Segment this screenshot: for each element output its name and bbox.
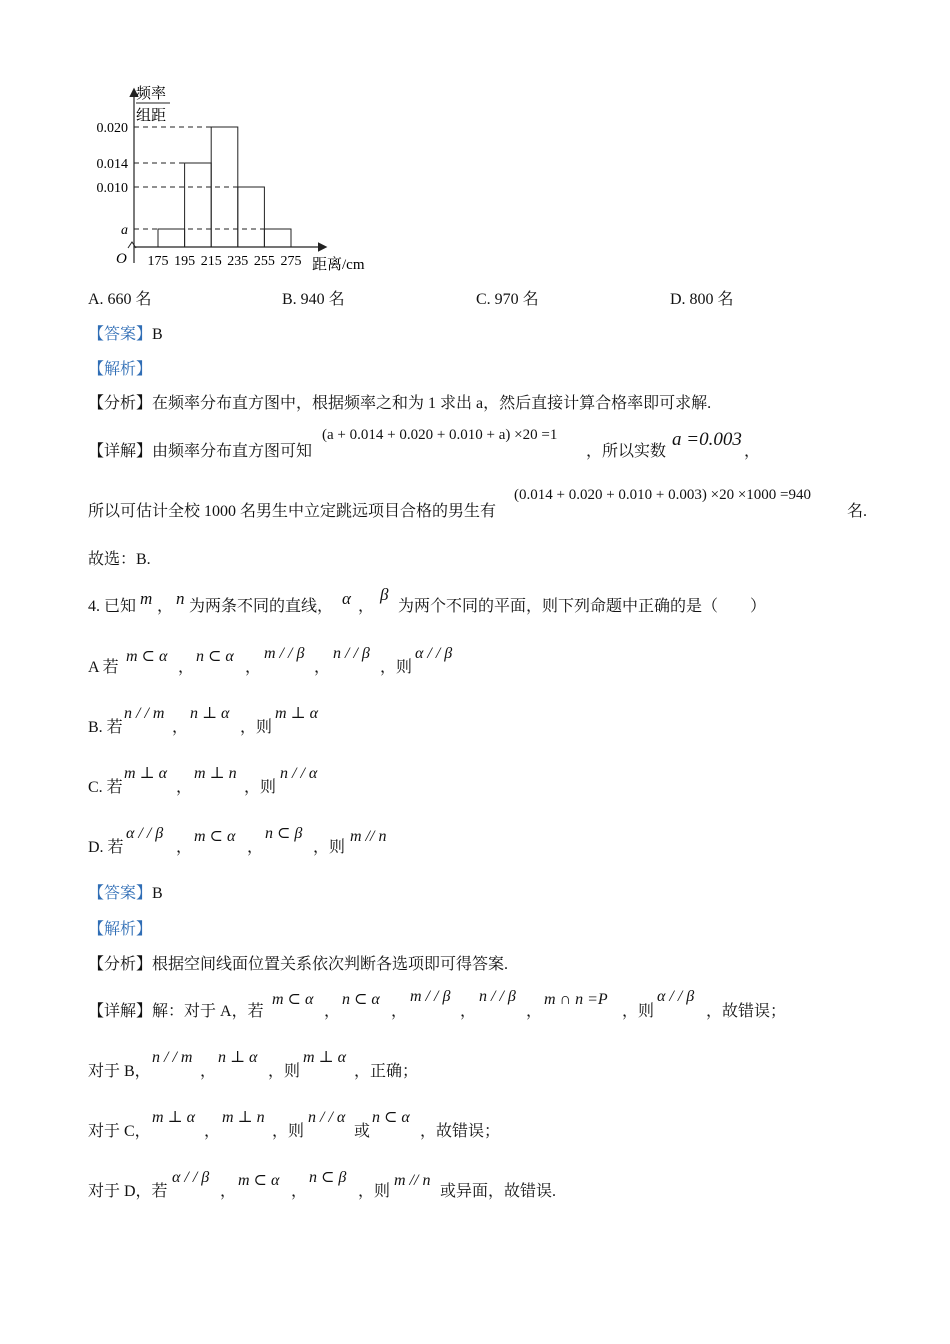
comma: ， <box>744 443 761 460</box>
math-expr: m ⊥ α <box>303 1049 346 1066</box>
verdict-text: ，故错误； <box>706 1003 787 1020</box>
q3-conclusion: 故选：B. <box>88 551 151 568</box>
then-text: ，则 <box>268 1063 301 1080</box>
math-expr: m // n <box>350 828 387 845</box>
math-expr: α / / β <box>415 645 453 662</box>
math-expr: m / / β <box>264 645 305 662</box>
comma: ， <box>526 1003 543 1020</box>
verdict-text: ，故错误； <box>420 1123 501 1140</box>
comma: ， <box>172 719 189 736</box>
x-tick-label: 175 <box>147 254 169 269</box>
q4-option-b-label: B. 若 <box>88 719 123 736</box>
x-axis-label: 距离/cm <box>312 257 365 273</box>
comma: ， <box>391 1003 408 1020</box>
axis-break <box>128 242 136 248</box>
math-expr: n / / β <box>333 645 370 662</box>
math-expr: α / / β <box>172 1169 210 1186</box>
origin-label: O <box>116 251 127 267</box>
then-text: ，则 <box>240 719 273 736</box>
math-expr: n / / β <box>479 988 516 1005</box>
math-expr: n ⊂ α <box>372 1109 410 1126</box>
comma: ， <box>245 659 262 676</box>
x-tick-label: 275 <box>280 254 302 269</box>
unit-ming: 名. <box>847 503 868 520</box>
var-n: n <box>176 589 185 608</box>
then-text: ，则 <box>358 1183 391 1200</box>
verdict-text: 或异面，故错误. <box>440 1183 557 1200</box>
fenxi-text: 根据空间线面位置关系依次判断各选项即可得答案. <box>152 956 509 973</box>
answer-value: B <box>152 326 163 343</box>
then-text: ，则 <box>272 1123 305 1140</box>
q4-stem-mid: 为两条不同的直线， <box>189 598 334 615</box>
q3-detail-line1 <box>88 444 312 460</box>
x-tick-label: 255 <box>253 254 275 269</box>
math-expr: n ⊂ β <box>265 825 303 842</box>
math-expr: n / / α <box>308 1109 346 1126</box>
q4-detail-a <box>88 1004 264 1020</box>
x-tick-label: 235 <box>227 254 249 269</box>
q4-fenxi <box>88 957 508 973</box>
comma: ， <box>178 659 195 676</box>
math-expr: m ⊂ α <box>238 1172 280 1189</box>
q4-option-d-label: D. 若 <box>88 839 124 856</box>
option-b: B. 940 名 <box>282 291 345 308</box>
then-text: ，则 <box>622 1003 655 1020</box>
var-m: m <box>140 589 153 608</box>
math-expr: n ⊂ α <box>342 991 380 1008</box>
y-label-bottom: 组距 <box>136 108 167 124</box>
math-expr: m ⊥ α <box>152 1109 195 1126</box>
comma: ， <box>220 1183 237 1200</box>
q4-detail-b: 对于 B， <box>88 1063 151 1080</box>
verdict-text: ，正确； <box>354 1063 419 1080</box>
math-expr: m ⊥ α <box>275 705 318 722</box>
or-text: 或 <box>354 1123 371 1140</box>
math-expr: n / / α <box>280 765 318 782</box>
q3-answer <box>88 327 163 343</box>
comma: ， <box>157 598 174 615</box>
math-expr: m ⊥ n <box>222 1109 265 1126</box>
option-d: D. 800 名 <box>670 291 734 308</box>
equation-a: a =0.003 <box>672 429 742 450</box>
math-expr: n ⊥ α <box>218 1049 258 1066</box>
y-label-top: 频率 <box>136 86 167 102</box>
math-expr: m ⊂ α <box>194 828 236 845</box>
q4-stem-end: 为两个不同的平面，则下列命题中正确的是（ ） <box>398 598 767 615</box>
histogram-bar <box>238 187 265 247</box>
fenxi-tag: 【分析】 <box>88 956 153 973</box>
math-expr: n / / m <box>124 705 165 722</box>
detail-text: 解：对于 A，若 <box>152 1003 264 1020</box>
math-expr: n / / m <box>152 1049 193 1066</box>
comma: ， <box>247 839 264 856</box>
math-expr: n ⊥ α <box>190 705 230 722</box>
detail-text-2: ，所以实数 <box>586 443 667 460</box>
comma: ， <box>176 839 193 856</box>
x-tick-label: 195 <box>174 254 196 269</box>
then-text: ，则 <box>380 659 413 676</box>
q4-detail-d: 对于 D，若 <box>88 1183 168 1200</box>
comma: ， <box>358 598 375 615</box>
answer-tag: 【答案】 <box>88 326 153 343</box>
math-expr: m ⊂ α <box>272 991 314 1008</box>
comma: ， <box>291 1183 308 1200</box>
y-tick-label: 0.014 <box>96 157 128 172</box>
math-expr: m ∩ n =P <box>544 991 608 1008</box>
histogram-bar <box>264 229 291 247</box>
equation-sum: (a + 0.014 + 0.020 + 0.010 + a) ×20 =1 <box>322 427 558 443</box>
comma: ， <box>324 1003 341 1020</box>
math-expr: α / / β <box>126 825 164 842</box>
math-expr: α / / β <box>657 988 695 1005</box>
fenxi-tag: 【分析】 <box>88 395 153 412</box>
q3-fenxi <box>88 396 711 412</box>
q4-detail-c: 对于 C， <box>88 1123 151 1140</box>
detail-text: 由频率分布直方图可知 <box>152 443 313 460</box>
q4-stem-prefix: 4. 已知 <box>88 598 137 615</box>
comma: ， <box>460 1003 477 1020</box>
comma: ， <box>200 1063 217 1080</box>
math-expr: n ⊂ α <box>196 648 234 665</box>
comma: ， <box>204 1123 221 1140</box>
detail-tag: 【详解】 <box>88 1003 153 1020</box>
math-expr: m ⊥ α <box>124 765 167 782</box>
math-expr: m ⊥ n <box>194 765 237 782</box>
math-expr: m / / β <box>410 988 451 1005</box>
then-text: ，则 <box>313 839 346 856</box>
comma: ， <box>176 779 193 796</box>
option-a: A. 660 名 <box>88 291 152 308</box>
comma: ， <box>314 659 331 676</box>
option-c: C. 970 名 <box>476 291 539 308</box>
histogram-bar <box>158 229 185 247</box>
then-text: ，则 <box>244 779 277 796</box>
detail-tag: 【详解】 <box>88 443 153 460</box>
q4-option-c-label: C. 若 <box>88 779 123 796</box>
histogram-bar <box>185 163 212 247</box>
q3-jiexi: 【解析】 <box>88 361 153 378</box>
math-expr: m ⊂ α <box>126 648 168 665</box>
math-expr: m // n <box>394 1172 431 1189</box>
answer-tag: 【答案】 <box>88 885 153 902</box>
fenxi-text: 在频率分布直方图中，根据频率之和为 1 求出 a，然后直接计算合格率即可求解. <box>152 395 712 412</box>
var-alpha: α <box>342 589 351 608</box>
y-tick-label: 0.020 <box>96 121 128 136</box>
histogram <box>80 84 380 274</box>
y-tick-label: 0.010 <box>96 181 128 196</box>
q4-answer <box>88 886 163 902</box>
q4-jiexi: 【解析】 <box>88 921 153 938</box>
var-beta: β <box>380 585 389 604</box>
q4-option-a-label: A 若 <box>88 659 119 676</box>
equation-qualified: (0.014 + 0.020 + 0.010 + 0.003) ×20 ×1000 =940 <box>514 487 811 503</box>
math-expr: n ⊂ β <box>309 1169 347 1186</box>
x-tick-label: 215 <box>200 254 222 269</box>
q3-detail-line2: 所以可估计全校 1000 名男生中立定跳远项目合格的男生有 <box>88 503 497 520</box>
answer-value: B <box>152 885 163 902</box>
y-tick-label: a <box>121 223 128 238</box>
